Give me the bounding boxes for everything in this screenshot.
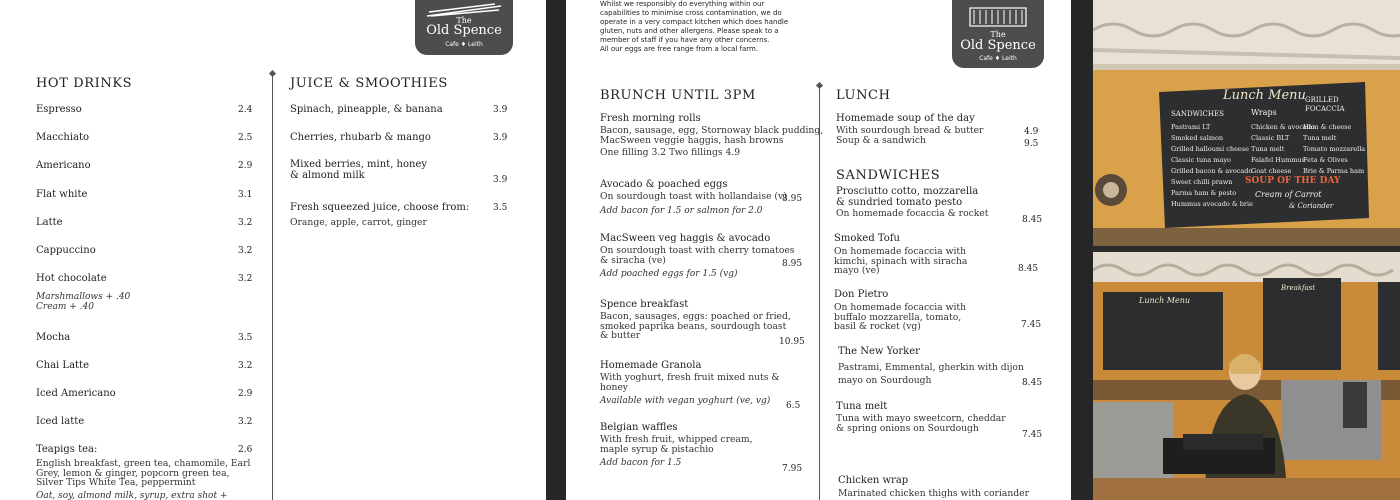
logo-name: Old Spence [960,38,1036,53]
item-price: 7.45 [1022,430,1043,440]
menu-item: Don Pietro On homemade focaccia with buffalo mozzarella, tomato, basil & rocket (vg) [834,289,966,332]
item-price: 6.5 [786,401,801,411]
menu-item: Cherries, rhubarb & mango [290,132,431,143]
item-price: 3.2 [238,274,253,284]
menu-item: Macchiato [36,132,90,143]
menu-item: Iced latte [36,416,85,427]
chalkboard-title: Lunch Menu [1223,88,1306,103]
item-price: 8.95 [782,259,803,269]
chalkboard-col1: Pastrami LT Smoked salmon Grilled halloumi cheese Classic tuna mayo Grilled bacon & avocado Sweet chilli prawn Parma ham & pesto Hummus avocado & brie [1171,123,1253,208]
item-price: 3.2 [238,218,253,228]
item-price: 3.9 [493,175,508,185]
chalkboard-col3: Ham & cheese Tuna melt Tomato mozzarella Feta & Olives Brie & Parma ham [1303,123,1366,175]
menu-item: Teapigs tea: English breakfast, green tea, chamomile, Earl Grey, lemon & ginger, popcorn green tea, Silver Tips White Tea, peppermint Oat, soy, almond milk, syrup, extra shot + [36,444,251,500]
cafe-counter-image [1093,252,1400,500]
old-spence-logo [952,0,1044,68]
item-price: 8.95 [782,194,803,204]
menu-item: Avocado & poached eggs On sourdough toast with hollandaise (v) Add bacon for 1.5 or salmon for 2.0 [600,179,787,216]
old-spence-logo [415,0,513,55]
menu-item: Chai Latte [36,360,89,371]
menu-item: Prosciutto cotto, mozzarella & sundried tomato pesto On homemade focaccia & rocket [836,186,989,219]
building-icon [962,2,1034,28]
menu-item: MacSween veg haggis & avocado On sourdough toast with cherry tomatoes & siracha (ve) Add poached eggs for 1.5 (vg) [600,233,795,279]
menu-item: Spinach, pineapple, & banana [290,104,443,115]
menu-item: Flat white [36,189,88,200]
menu-item: Fresh morning rolls Bacon, sausage, egg, Stornoway black pudding, MacSween veggie haggis, hash browns One filling 3.2 Two fillings 4.9 [600,113,824,158]
menu-item: Fresh squeezed juice, choose from: Orange, apple, carrot, ginger [290,202,470,228]
menu-page-drinks [0,0,546,500]
item-price: 7.95 [782,464,803,474]
item-price: 3.2 [238,361,253,371]
item-price: 3.5 [238,333,253,343]
logo-name: Old Spence [426,23,502,38]
logo-the: The [990,30,1006,39]
menu-item: Espresso [36,104,82,115]
item-price: 2.9 [238,389,253,399]
lunch-title: LUNCH [836,88,891,103]
item-price: 2.9 [238,161,253,171]
item-price: 2.5 [238,133,253,143]
menu-item: Homemade Granola With yoghurt, fresh fruit mixed nuts & honey Available with vegan yoghurt (ve, vg) [600,360,780,406]
breakfast-board-title: Breakfast [1281,284,1316,292]
chalkboard-photo [1093,0,1400,246]
menu-page-food [566,0,1071,500]
chalkboard-col2: Chicken & avocado Classic BLT Tuna melt Falafel Hummus Goat cheese [1251,123,1315,175]
menu-item: The New Yorker Pastrami, Emmental, gherkin with dijon mayo on Sourdough [838,346,1024,386]
menu-item: Hot chocolate Marshmallows + .40 Cream + .40 [36,273,131,312]
cafe-photos [1093,0,1400,500]
chalkboard-col2-head: Wraps [1251,108,1277,117]
item-price: 3.2 [238,417,253,427]
chalkboard-col1-head: SANDWICHES [1171,110,1224,118]
item-price: 3.2 [238,246,253,256]
item-price: 7.45 [1021,320,1042,330]
item-price: 4.9 [1024,127,1039,137]
menu-item: Latte [36,217,63,228]
item-price: 10.95 [779,337,805,347]
chalkboard-col3-head: GRILLED FOCACCIA [1305,96,1345,113]
menu-item: Homemade soup of the day With sourdough bread & butter Soup & a sandwich [836,113,984,146]
item-price: 8.45 [1022,378,1043,388]
menu-item: Spence breakfast Bacon, sausages, eggs: poached or fried, smoked paprika beans, sourdough toast & butter [600,299,791,341]
logo-the: The [456,16,472,25]
small-chalkboard-title: Lunch Menu [1139,296,1191,305]
juice-title: JUICE & SMOOTHIES [290,76,448,91]
sandwiches-title: SANDWICHES [836,168,941,183]
item-price: 2.4 [238,105,253,115]
item-price: 9.5 [1024,139,1039,149]
item-price: 8.45 [1022,215,1043,225]
menu-item: Chicken wrap Marinated chicken thighs with coriander [838,475,1029,499]
counter-photo [1093,252,1400,500]
menu-item: Mocha [36,332,71,343]
chalkboard-soup-name: Cream of Carrot [1255,190,1322,199]
item-price: 2.6 [238,445,253,455]
column-divider [272,76,273,500]
logo-subtitle: Cafe ♦ Leith [445,41,483,48]
menu-item: Tuna melt Tuna with mayo sweetcorn, cheddar & spring onions on Sourdough [836,401,1006,434]
item-price: 3.9 [493,133,508,143]
chalkboard-soup: SOUP OF THE DAY [1245,176,1341,186]
item-price: 3.5 [493,203,508,213]
item-price: 8.45 [1018,264,1039,274]
menu-item: Belgian waffles With fresh fruit, whipped cream, maple syrup & pistachio Add bacon for 1.5 [600,422,753,468]
menu-item: Mixed berries, mint, honey & almond milk [290,159,428,181]
allergy-notice: Whilst we responsibly do everything within our capabilities to minimise cross contamination, we do operate in a very compact kitchen which does handle gluten, nuts and other allergens. Please speak to a member of staff if you have any other concerns. All our eggs are free range from a local farm. [600,0,789,53]
item-price: 3.1 [238,190,253,200]
item-price: 3.9 [493,105,508,115]
chalkboard-soup-name2: & Coriander [1289,202,1334,210]
hot-drinks-title: HOT DRINKS [36,76,133,91]
menu-item: Iced Americano [36,388,116,399]
menu-item: Smoked Tofu On homemade focaccia with kimchi, spinach with siracha mayo (ve) [834,233,968,276]
menu-item: Cappuccino [36,245,96,256]
brunch-title: BRUNCH UNTIL 3PM [600,88,756,103]
logo-subtitle: Cafe ♦ Leith [979,55,1017,62]
menu-item: Americano [36,160,91,171]
